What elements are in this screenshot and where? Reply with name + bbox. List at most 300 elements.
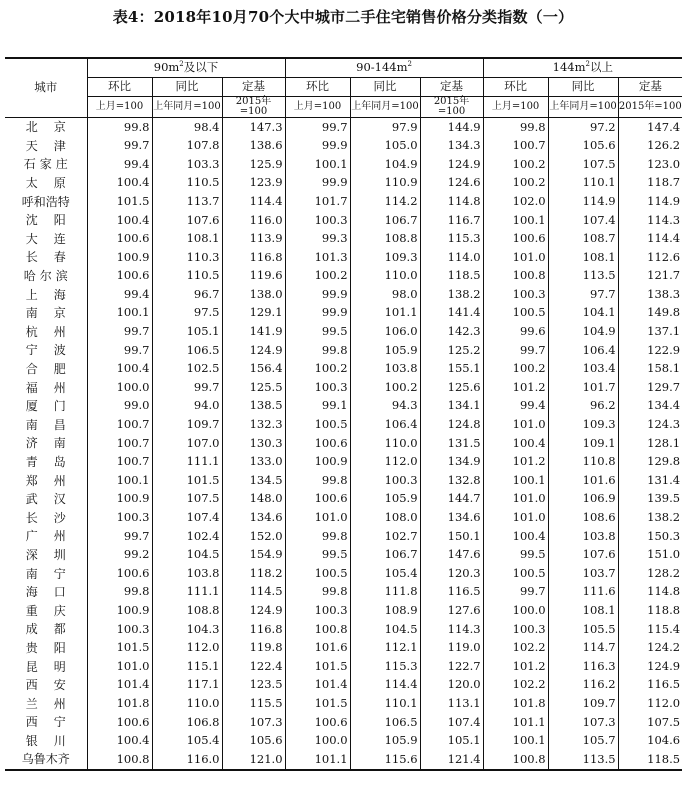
table-row: [5, 694, 682, 713]
index-value-cell: 100.8: [285, 620, 350, 639]
city-name-cell: 宁波: [25, 343, 82, 358]
index-value-cell: 100.9: [285, 453, 350, 472]
metric-header-mom: 环比: [87, 78, 152, 97]
index-value-cell: 100.2: [350, 378, 420, 397]
metric-header-yoy: 同比: [350, 78, 420, 97]
index-value-cell: 101.5: [87, 192, 152, 211]
table-row: [5, 639, 682, 658]
index-value-cell: 99.7: [483, 341, 548, 360]
index-value-cell: 108.9: [350, 601, 420, 620]
index-value-cell: 100.2: [483, 174, 548, 193]
city-name-cell: 南京: [25, 306, 82, 321]
index-value-cell: 100.3: [87, 620, 152, 639]
index-value-cell: 99.7: [152, 378, 222, 397]
index-value-cell: 137.1: [618, 323, 682, 342]
index-value-cell: 114.0: [420, 248, 483, 267]
index-value-cell: 108.1: [152, 230, 222, 249]
index-value-cell: 99.8: [285, 583, 350, 602]
index-value-cell: 100.4: [87, 211, 152, 230]
table-row: [5, 211, 682, 230]
index-value-cell: 110.1: [350, 694, 420, 713]
index-value-cell: 118.7: [618, 174, 682, 193]
city-name-cell: 呼和浩特: [21, 194, 70, 209]
index-value-cell: 101.1: [350, 304, 420, 323]
city-name-cell: 青岛: [25, 454, 82, 469]
index-value-cell: 100.0: [285, 732, 350, 751]
table-header: [5, 58, 682, 118]
index-value-cell: 150.1: [420, 527, 483, 546]
metric-header-base: 定基: [420, 78, 483, 97]
index-value-cell: 131.5: [420, 434, 483, 453]
index-value-cell: 101.0: [483, 490, 548, 509]
index-value-cell: 100.6: [285, 490, 350, 509]
index-value-cell: 100.3: [285, 211, 350, 230]
index-value-cell: 129.8: [618, 453, 682, 472]
index-value-cell: 101.4: [285, 676, 350, 695]
index-value-cell: 127.6: [420, 601, 483, 620]
table-row: [5, 657, 682, 676]
index-value-cell: 110.0: [152, 694, 222, 713]
index-value-cell: 104.9: [548, 323, 618, 342]
index-value-cell: 101.0: [483, 416, 548, 435]
city-name-cell: 长沙: [25, 510, 82, 525]
index-value-cell: 100.4: [87, 732, 152, 751]
index-value-cell: 124.8: [420, 416, 483, 435]
index-value-cell: 126.2: [618, 137, 682, 156]
index-value-cell: 97.5: [152, 304, 222, 323]
city-name-cell: 海口: [25, 585, 82, 600]
index-value-cell: 100.0: [87, 378, 152, 397]
index-value-cell: 118.5: [420, 267, 483, 286]
index-value-cell: 120.3: [420, 564, 483, 583]
index-value-cell: 106.5: [152, 341, 222, 360]
index-value-cell: 110.5: [152, 267, 222, 286]
index-value-cell: 121.0: [222, 750, 285, 770]
index-value-cell: 96.7: [152, 285, 222, 304]
index-value-cell: 111.1: [152, 583, 222, 602]
index-value-cell: 105.0: [350, 137, 420, 156]
index-value-cell: 108.0: [350, 508, 420, 527]
index-value-cell: 101.0: [483, 508, 548, 527]
group-label-sup: 2: [407, 60, 412, 69]
index-value-cell: 109.3: [350, 248, 420, 267]
index-value-cell: 115.3: [420, 230, 483, 249]
index-value-cell: 100.6: [87, 267, 152, 286]
table-row: [5, 285, 682, 304]
index-value-cell: 100.3: [87, 508, 152, 527]
index-value-cell: 114.7: [548, 639, 618, 658]
index-value-cell: 101.0: [87, 657, 152, 676]
index-value-cell: 123.5: [222, 676, 285, 695]
index-value-cell: 108.8: [152, 601, 222, 620]
index-value-cell: 124.9: [222, 341, 285, 360]
index-value-cell: 114.4: [618, 230, 682, 249]
index-value-cell: 130.3: [222, 434, 285, 453]
index-value-cell: 101.2: [483, 657, 548, 676]
index-value-cell: 149.8: [618, 304, 682, 323]
index-value-cell: 112.0: [350, 453, 420, 472]
city-name-cell: 北京: [25, 120, 82, 135]
index-value-cell: 138.6: [222, 137, 285, 156]
index-value-cell: 100.2: [285, 267, 350, 286]
city-name-cell: 武汉: [25, 492, 82, 507]
city-name-cell: 乌鲁木齐: [5, 750, 87, 770]
group-label: 90-144m: [356, 60, 408, 75]
city-name-cell: 济南: [25, 436, 82, 451]
base-header-prev-year: 上年同月=100: [152, 97, 222, 118]
index-value-cell: 100.4: [87, 174, 152, 193]
city-name-cell: 重庆: [25, 603, 82, 618]
index-value-cell: 122.7: [420, 657, 483, 676]
index-value-cell: 106.7: [350, 546, 420, 565]
index-value-cell: 99.7: [87, 137, 152, 156]
index-value-cell: 105.6: [222, 732, 285, 751]
index-value-cell: 100.7: [87, 434, 152, 453]
index-value-cell: 111.8: [350, 583, 420, 602]
table-row: [5, 713, 682, 732]
index-value-cell: 100.5: [285, 416, 350, 435]
index-value-cell: 133.0: [222, 453, 285, 472]
index-value-cell: 99.9: [285, 304, 350, 323]
index-value-cell: 106.4: [350, 416, 420, 435]
index-value-cell: 138.5: [222, 397, 285, 416]
table-row: [5, 546, 682, 565]
index-value-cell: 114.4: [350, 676, 420, 695]
index-value-cell: 99.8: [285, 341, 350, 360]
index-value-cell: 105.6: [548, 137, 618, 156]
index-value-cell: 123.9: [222, 174, 285, 193]
document-title: 表4：2018年10月70个大中城市二手住宅销售价格分类指数（一）: [112, 8, 574, 26]
index-value-cell: 112.0: [618, 694, 682, 713]
index-value-cell: 134.6: [222, 508, 285, 527]
index-value-cell: 110.9: [350, 174, 420, 193]
index-value-cell: 138.2: [420, 285, 483, 304]
base-header-prev-month: 上月=100: [87, 97, 152, 118]
index-value-cell: 101.5: [152, 471, 222, 490]
index-value-cell: 108.8: [350, 230, 420, 249]
index-value-cell: 116.2: [548, 676, 618, 695]
index-value-cell: 122.9: [618, 341, 682, 360]
index-value-cell: 156.4: [222, 360, 285, 379]
table-row: [5, 304, 682, 323]
index-value-cell: 119.6: [222, 267, 285, 286]
index-value-cell: 99.7: [285, 118, 350, 137]
index-value-cell: 124.9: [618, 657, 682, 676]
index-value-cell: 124.9: [222, 601, 285, 620]
base-header-prev-month: 上月=100: [285, 97, 350, 118]
index-value-cell: 114.2: [350, 192, 420, 211]
index-value-cell: 99.5: [285, 546, 350, 565]
index-value-cell: 134.6: [420, 508, 483, 527]
index-value-cell: 104.1: [548, 304, 618, 323]
index-value-cell: 100.1: [87, 471, 152, 490]
index-value-cell: 100.4: [483, 434, 548, 453]
index-value-cell: 123.0: [618, 155, 682, 174]
index-value-cell: 138.0: [222, 285, 285, 304]
index-value-cell: 116.8: [222, 248, 285, 267]
index-value-cell: 112.0: [152, 639, 222, 658]
index-value-cell: 104.5: [152, 546, 222, 565]
group-label-sup: 2: [585, 60, 590, 69]
table-body: [5, 118, 682, 770]
index-value-cell: 114.3: [420, 620, 483, 639]
index-value-cell: 107.0: [152, 434, 222, 453]
index-value-cell: 138.3: [618, 285, 682, 304]
index-value-cell: 100.1: [87, 304, 152, 323]
table-row: [5, 267, 682, 286]
index-value-cell: 99.4: [87, 285, 152, 304]
index-value-cell: 116.0: [152, 750, 222, 770]
index-value-cell: 102.5: [152, 360, 222, 379]
index-value-cell: 100.3: [285, 378, 350, 397]
index-value-cell: 101.0: [483, 248, 548, 267]
index-value-cell: 97.9: [350, 118, 420, 137]
index-value-cell: 100.9: [87, 248, 152, 267]
index-value-cell: 120.0: [420, 676, 483, 695]
index-value-cell: 104.9: [350, 155, 420, 174]
index-value-cell: 103.8: [350, 360, 420, 379]
index-value-cell: 99.4: [483, 397, 548, 416]
base-header-2015: 2015年=100: [420, 97, 483, 118]
base-header-2015: 2015年=100: [618, 97, 682, 118]
index-value-cell: 100.9: [87, 601, 152, 620]
index-value-cell: 99.7: [87, 341, 152, 360]
index-value-cell: 113.5: [548, 267, 618, 286]
index-value-cell: 109.3: [548, 416, 618, 435]
city-name-cell: 合肥: [25, 362, 82, 377]
index-value-cell: 99.8: [87, 583, 152, 602]
index-value-cell: 99.8: [285, 527, 350, 546]
index-value-cell: 99.7: [87, 527, 152, 546]
index-value-cell: 118.2: [222, 564, 285, 583]
index-value-cell: 94.0: [152, 397, 222, 416]
index-value-cell: 105.4: [152, 732, 222, 751]
index-value-cell: 103.8: [548, 527, 618, 546]
index-value-cell: 100.6: [285, 434, 350, 453]
table-row: [5, 490, 682, 509]
index-value-cell: 101.5: [285, 657, 350, 676]
city-name-cell: 兰州: [25, 696, 82, 711]
index-value-cell: 129.7: [618, 378, 682, 397]
city-name-cell: 天津: [25, 138, 82, 153]
table-row: [5, 453, 682, 472]
index-value-cell: 121.7: [618, 267, 682, 286]
index-value-cell: 122.4: [222, 657, 285, 676]
index-value-cell: 101.3: [285, 248, 350, 267]
index-value-cell: 102.2: [483, 639, 548, 658]
index-value-cell: 96.2: [548, 397, 618, 416]
index-value-cell: 152.0: [222, 527, 285, 546]
index-value-cell: 100.4: [87, 360, 152, 379]
index-value-cell: 116.7: [420, 211, 483, 230]
table-row: [5, 676, 682, 695]
index-value-cell: 97.2: [548, 118, 618, 137]
group-label-sup: 2: [179, 60, 184, 69]
city-name-cell: 大连: [25, 231, 82, 246]
index-value-cell: 99.7: [87, 323, 152, 342]
index-value-cell: 112.6: [618, 248, 682, 267]
index-value-cell: 113.7: [152, 192, 222, 211]
index-value-cell: 99.7: [483, 583, 548, 602]
table-row: [5, 378, 682, 397]
city-name-cell: 南宁: [25, 566, 82, 581]
index-value-cell: 129.1: [222, 304, 285, 323]
index-value-cell: 100.8: [483, 267, 548, 286]
index-value-cell: 106.9: [548, 490, 618, 509]
table-row: [5, 416, 682, 435]
index-value-cell: 101.1: [483, 713, 548, 732]
index-value-cell: 99.8: [87, 118, 152, 137]
index-value-cell: 134.3: [420, 137, 483, 156]
index-value-cell: 100.3: [483, 620, 548, 639]
base-header-2015: 2015年=100: [222, 97, 285, 118]
index-value-cell: 101.6: [285, 639, 350, 658]
index-value-cell: 114.9: [548, 192, 618, 211]
header-metric-row: [5, 78, 682, 97]
index-value-cell: 100.4: [483, 527, 548, 546]
index-value-cell: 100.1: [483, 471, 548, 490]
index-value-cell: 99.6: [483, 323, 548, 342]
index-value-cell: 124.3: [618, 416, 682, 435]
index-value-cell: 106.0: [350, 323, 420, 342]
index-value-cell: 144.7: [420, 490, 483, 509]
city-name-cell: 贵阳: [25, 640, 82, 655]
index-value-cell: 101.8: [87, 694, 152, 713]
index-value-cell: 99.9: [285, 174, 350, 193]
index-value-cell: 107.6: [152, 211, 222, 230]
index-value-cell: 97.7: [548, 285, 618, 304]
table-row: [5, 248, 682, 267]
index-value-cell: 100.2: [483, 360, 548, 379]
index-value-cell: 110.0: [350, 434, 420, 453]
index-value-cell: 147.4: [618, 118, 682, 137]
table-row: [5, 508, 682, 527]
index-value-cell: 99.2: [87, 546, 152, 565]
index-value-cell: 154.9: [222, 546, 285, 565]
index-value-cell: 107.3: [548, 713, 618, 732]
header-base-row: [5, 97, 682, 118]
index-value-cell: 113.5: [548, 750, 618, 770]
metric-header-base: 定基: [618, 78, 682, 97]
index-value-cell: 107.8: [152, 137, 222, 156]
index-value-cell: 134.1: [420, 397, 483, 416]
city-name-cell: 太原: [25, 176, 82, 191]
index-value-cell: 107.5: [152, 490, 222, 509]
index-value-cell: 118.8: [618, 601, 682, 620]
index-value-cell: 100.5: [483, 564, 548, 583]
index-value-cell: 141.9: [222, 323, 285, 342]
index-value-cell: 158.1: [618, 360, 682, 379]
index-value-cell: 116.5: [420, 583, 483, 602]
metric-header-mom: 环比: [285, 78, 350, 97]
index-value-cell: 105.7: [548, 732, 618, 751]
index-value-cell: 100.8: [87, 750, 152, 770]
index-value-cell: 99.4: [87, 155, 152, 174]
index-value-cell: 99.1: [285, 397, 350, 416]
index-value-cell: 107.5: [548, 155, 618, 174]
index-value-cell: 148.0: [222, 490, 285, 509]
city-name-cell: 成都: [25, 622, 82, 637]
city-name-cell: 杭州: [25, 324, 82, 339]
index-value-cell: 107.3: [222, 713, 285, 732]
index-value-cell: 100.8: [483, 750, 548, 770]
index-value-cell: 99.8: [285, 471, 350, 490]
table-row: [5, 583, 682, 602]
index-value-cell: 110.5: [152, 174, 222, 193]
index-value-cell: 100.6: [87, 564, 152, 583]
index-value-cell: 114.9: [618, 192, 682, 211]
index-value-cell: 98.4: [152, 118, 222, 137]
index-value-cell: 102.4: [152, 527, 222, 546]
index-value-cell: 106.5: [350, 713, 420, 732]
index-value-cell: 98.0: [350, 285, 420, 304]
group-label: 90m: [153, 60, 180, 75]
metric-header-base: 定基: [222, 78, 285, 97]
index-value-cell: 104.5: [350, 620, 420, 639]
city-name-cell: 郑州: [25, 473, 82, 488]
index-value-cell: 100.2: [285, 360, 350, 379]
index-value-cell: 107.6: [548, 546, 618, 565]
base-header-prev-year: 上年同月=100: [548, 97, 618, 118]
index-value-cell: 134.5: [222, 471, 285, 490]
index-value-cell: 103.8: [152, 564, 222, 583]
index-value-cell: 100.3: [350, 471, 420, 490]
index-value-cell: 102.0: [483, 192, 548, 211]
index-value-cell: 138.2: [618, 508, 682, 527]
index-value-cell: 100.9: [87, 490, 152, 509]
index-value-cell: 104.3: [152, 620, 222, 639]
index-value-cell: 102.2: [483, 676, 548, 695]
index-value-cell: 100.6: [87, 713, 152, 732]
index-value-cell: 107.4: [548, 211, 618, 230]
index-value-cell: 116.3: [548, 657, 618, 676]
index-value-cell: 100.3: [285, 601, 350, 620]
index-value-cell: 99.5: [483, 546, 548, 565]
index-value-cell: 116.0: [222, 211, 285, 230]
index-value-cell: 125.9: [222, 155, 285, 174]
index-value-cell: 101.5: [87, 639, 152, 658]
group-header-90-144: [285, 58, 483, 78]
index-value-cell: 101.2: [483, 453, 548, 472]
index-value-cell: 108.1: [548, 248, 618, 267]
index-value-cell: 119.8: [222, 639, 285, 658]
index-value-cell: 134.9: [420, 453, 483, 472]
city-name-cell: 广州: [25, 529, 82, 544]
index-value-cell: 144.9: [420, 118, 483, 137]
index-value-cell: 106.4: [548, 341, 618, 360]
index-value-cell: 108.7: [548, 230, 618, 249]
index-value-cell: 99.9: [285, 285, 350, 304]
index-value-cell: 105.9: [350, 732, 420, 751]
index-value-cell: 108.6: [548, 508, 618, 527]
table-row: [5, 155, 682, 174]
city-name-cell: 哈尔滨: [23, 269, 72, 284]
index-value-cell: 111.1: [152, 453, 222, 472]
index-value-cell: 114.4: [222, 192, 285, 211]
index-value-cell: 155.1: [420, 360, 483, 379]
index-value-cell: 125.6: [420, 378, 483, 397]
index-value-cell: 99.8: [483, 118, 548, 137]
index-value-cell: 110.3: [152, 248, 222, 267]
index-value-cell: 125.5: [222, 378, 285, 397]
index-value-cell: 116.8: [222, 620, 285, 639]
index-value-cell: 110.1: [548, 174, 618, 193]
index-value-cell: 113.9: [222, 230, 285, 249]
index-value-cell: 105.4: [350, 564, 420, 583]
index-value-cell: 128.1: [618, 434, 682, 453]
index-value-cell: 105.5: [548, 620, 618, 639]
index-value-cell: 107.4: [420, 713, 483, 732]
